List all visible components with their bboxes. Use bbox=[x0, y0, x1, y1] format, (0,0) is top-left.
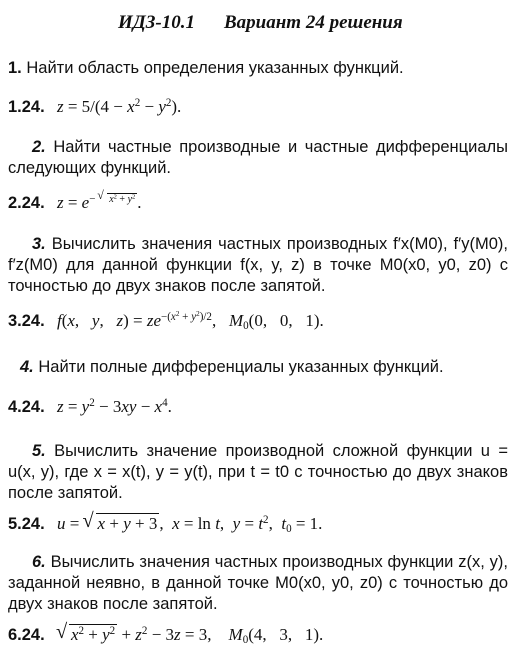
task-4-number: 4. bbox=[20, 358, 34, 376]
task-4-text: Найти полные дифференциалы указанных функций. bbox=[38, 358, 444, 376]
task-1-formula-number: 1.24. bbox=[8, 98, 45, 116]
task-5-formula-number: 5.24. bbox=[8, 515, 45, 533]
task-5-text: Вычислить значение производной сложной функции u = u(x, y), где x = x(t), y = y(t), при t = t0 с точностью до двух знаков после запятой. bbox=[8, 442, 508, 502]
task-5-statement bbox=[8, 441, 508, 504]
variant-title: Вариант 24 решения bbox=[224, 12, 403, 33]
task-4-formula-expression: $z = y^2 - 3xy - x^4$. bbox=[56, 396, 172, 416]
task-3-statement bbox=[8, 234, 508, 297]
task-5-formula bbox=[8, 513, 508, 535]
task-2-number: 2. bbox=[32, 138, 46, 156]
task-6-formula-expression: √ $x^2 + y^2 + z^2 - 3z = 3$, $M_0(4$, 3, 1). bbox=[57, 625, 323, 644]
task-1-text: Найти область определения указанных функций. bbox=[26, 59, 404, 77]
task-2-formula-expression: $z = e^{- √ x^2 + y^2}$ . bbox=[57, 193, 142, 212]
task-4-statement bbox=[8, 357, 508, 378]
task-6-statement bbox=[8, 552, 508, 615]
task-3-formula-number: 3.24. bbox=[8, 312, 45, 330]
task-1-number: 1. bbox=[8, 59, 22, 77]
page-header bbox=[0, 8, 524, 36]
task-6-formula-number: 6.24. bbox=[8, 626, 45, 644]
task-3-formula bbox=[8, 310, 508, 332]
task-6-number: 6. bbox=[32, 553, 46, 571]
task-6-text: Вычислить значения частных производных функции z(x, y), заданной неявно, в данной точке M0(x0, y0, z0) с точностью до двух знаков после запятой. bbox=[8, 553, 508, 613]
task-1-statement bbox=[8, 58, 508, 79]
task-5-formula-expression: u = √ x + y + 3 , x = ln t, $y = t^2$, $t_0 = 1$. bbox=[57, 514, 322, 533]
task-5-number: 5. bbox=[32, 442, 46, 460]
task-2-text: Найти частные производные и частные дифференциалы следующих функций. bbox=[8, 138, 508, 177]
task-3-formula-expression: f(x, y, $z) = ze^{-(x^2 + y^2)/2}$, $M_0(0$, 0, 1). bbox=[56, 310, 324, 332]
task-4-formula bbox=[8, 396, 508, 418]
task-1-formula bbox=[8, 96, 508, 118]
task-6-formula bbox=[8, 624, 508, 646]
task-3-text: Вычислить значения частных производных f′x(M0), f′y(M0), f′z(M0) для данной функции f(x, y, z) в точке M0(x0, y0, z0) с точностью до двух знаков после запятой. bbox=[8, 235, 508, 295]
task-3-number: 3. bbox=[32, 235, 46, 253]
task-2-statement bbox=[8, 137, 508, 179]
task-2-formula bbox=[8, 192, 508, 214]
task-1-formula-expression: $z = 5/(4 - x^2 - y^2)$. bbox=[56, 96, 182, 116]
document-title: ИДЗ-10.1 bbox=[118, 12, 196, 33]
task-2-formula-number: 2.24. bbox=[8, 194, 45, 212]
task-4-formula-number: 4.24. bbox=[8, 398, 45, 416]
